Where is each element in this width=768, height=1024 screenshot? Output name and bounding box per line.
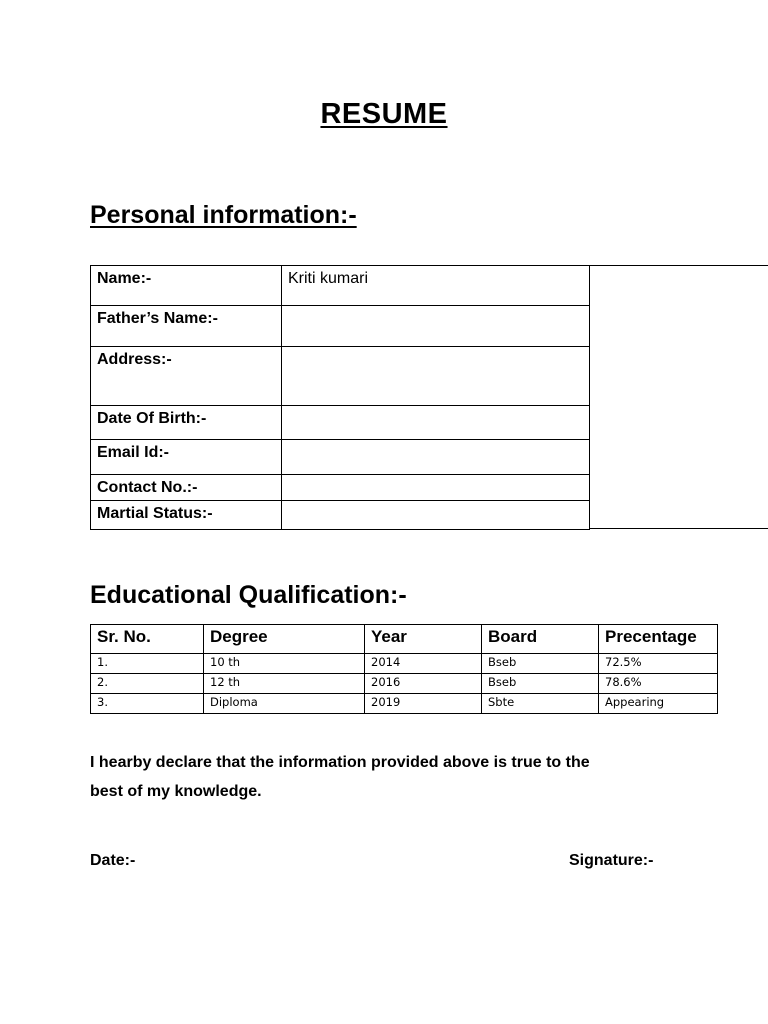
personal-info-heading: Personal information:- <box>90 201 357 229</box>
marital-status-value <box>282 501 590 530</box>
contact-value <box>282 475 590 501</box>
table-cell: 78.6% <box>599 674 718 694</box>
table-cell: 72.5% <box>599 654 718 674</box>
table-cell: Bseb <box>482 654 599 674</box>
signature-label: Signature:- <box>569 852 654 869</box>
education-table <box>90 624 718 714</box>
declaration-line: I hearby declare that the information provided above is true to the <box>90 754 590 771</box>
address-label: Address:- <box>91 347 282 406</box>
column-header: Precentage <box>599 625 718 654</box>
table-cell: 10 th <box>204 654 365 674</box>
table-cell: 3. <box>91 694 204 714</box>
table-cell: 2014 <box>365 654 482 674</box>
column-header: Year <box>365 625 482 654</box>
personal-info-table <box>90 265 590 530</box>
table-row <box>91 406 590 440</box>
table-cell: 2016 <box>365 674 482 694</box>
email-label: Email Id:- <box>91 440 282 475</box>
column-header: Degree <box>204 625 365 654</box>
address-value <box>282 347 590 406</box>
declaration-text <box>90 748 690 806</box>
table-cell: Appearing <box>599 694 718 714</box>
table-row <box>91 475 590 501</box>
declaration-line: best of my knowledge. <box>90 783 262 800</box>
father-name-label: Father’s Name:- <box>91 306 282 347</box>
table-cell: Sbte <box>482 694 599 714</box>
resume-title: RESUME <box>320 98 448 130</box>
table-row <box>91 347 590 406</box>
table-cell: 2. <box>91 674 204 694</box>
table-cell: 2019 <box>365 694 482 714</box>
table-row <box>91 654 718 674</box>
name-label: Name:- <box>91 266 282 306</box>
email-value <box>282 440 590 475</box>
marital-status-label: Martial Status:- <box>91 501 282 530</box>
column-header: Board <box>482 625 599 654</box>
table-row <box>91 306 590 347</box>
table-row <box>91 440 590 475</box>
table-header-row <box>91 625 718 654</box>
name-value: Kriti kumari <box>282 266 590 306</box>
table-row <box>91 694 718 714</box>
date-label: Date:- <box>90 852 136 869</box>
contact-label: Contact No.:- <box>91 475 282 501</box>
column-header: Sr. No. <box>91 625 204 654</box>
table-row <box>91 674 718 694</box>
photo-box <box>589 265 768 529</box>
dob-value <box>282 406 590 440</box>
table-cell: 12 th <box>204 674 365 694</box>
father-name-value <box>282 306 590 347</box>
table-cell: Diploma <box>204 694 365 714</box>
dob-label: Date Of Birth:- <box>91 406 282 440</box>
education-heading: Educational Qualification:- <box>90 581 407 609</box>
table-row <box>91 501 590 530</box>
table-cell: Bseb <box>482 674 599 694</box>
table-row <box>91 266 590 306</box>
table-cell: 1. <box>91 654 204 674</box>
